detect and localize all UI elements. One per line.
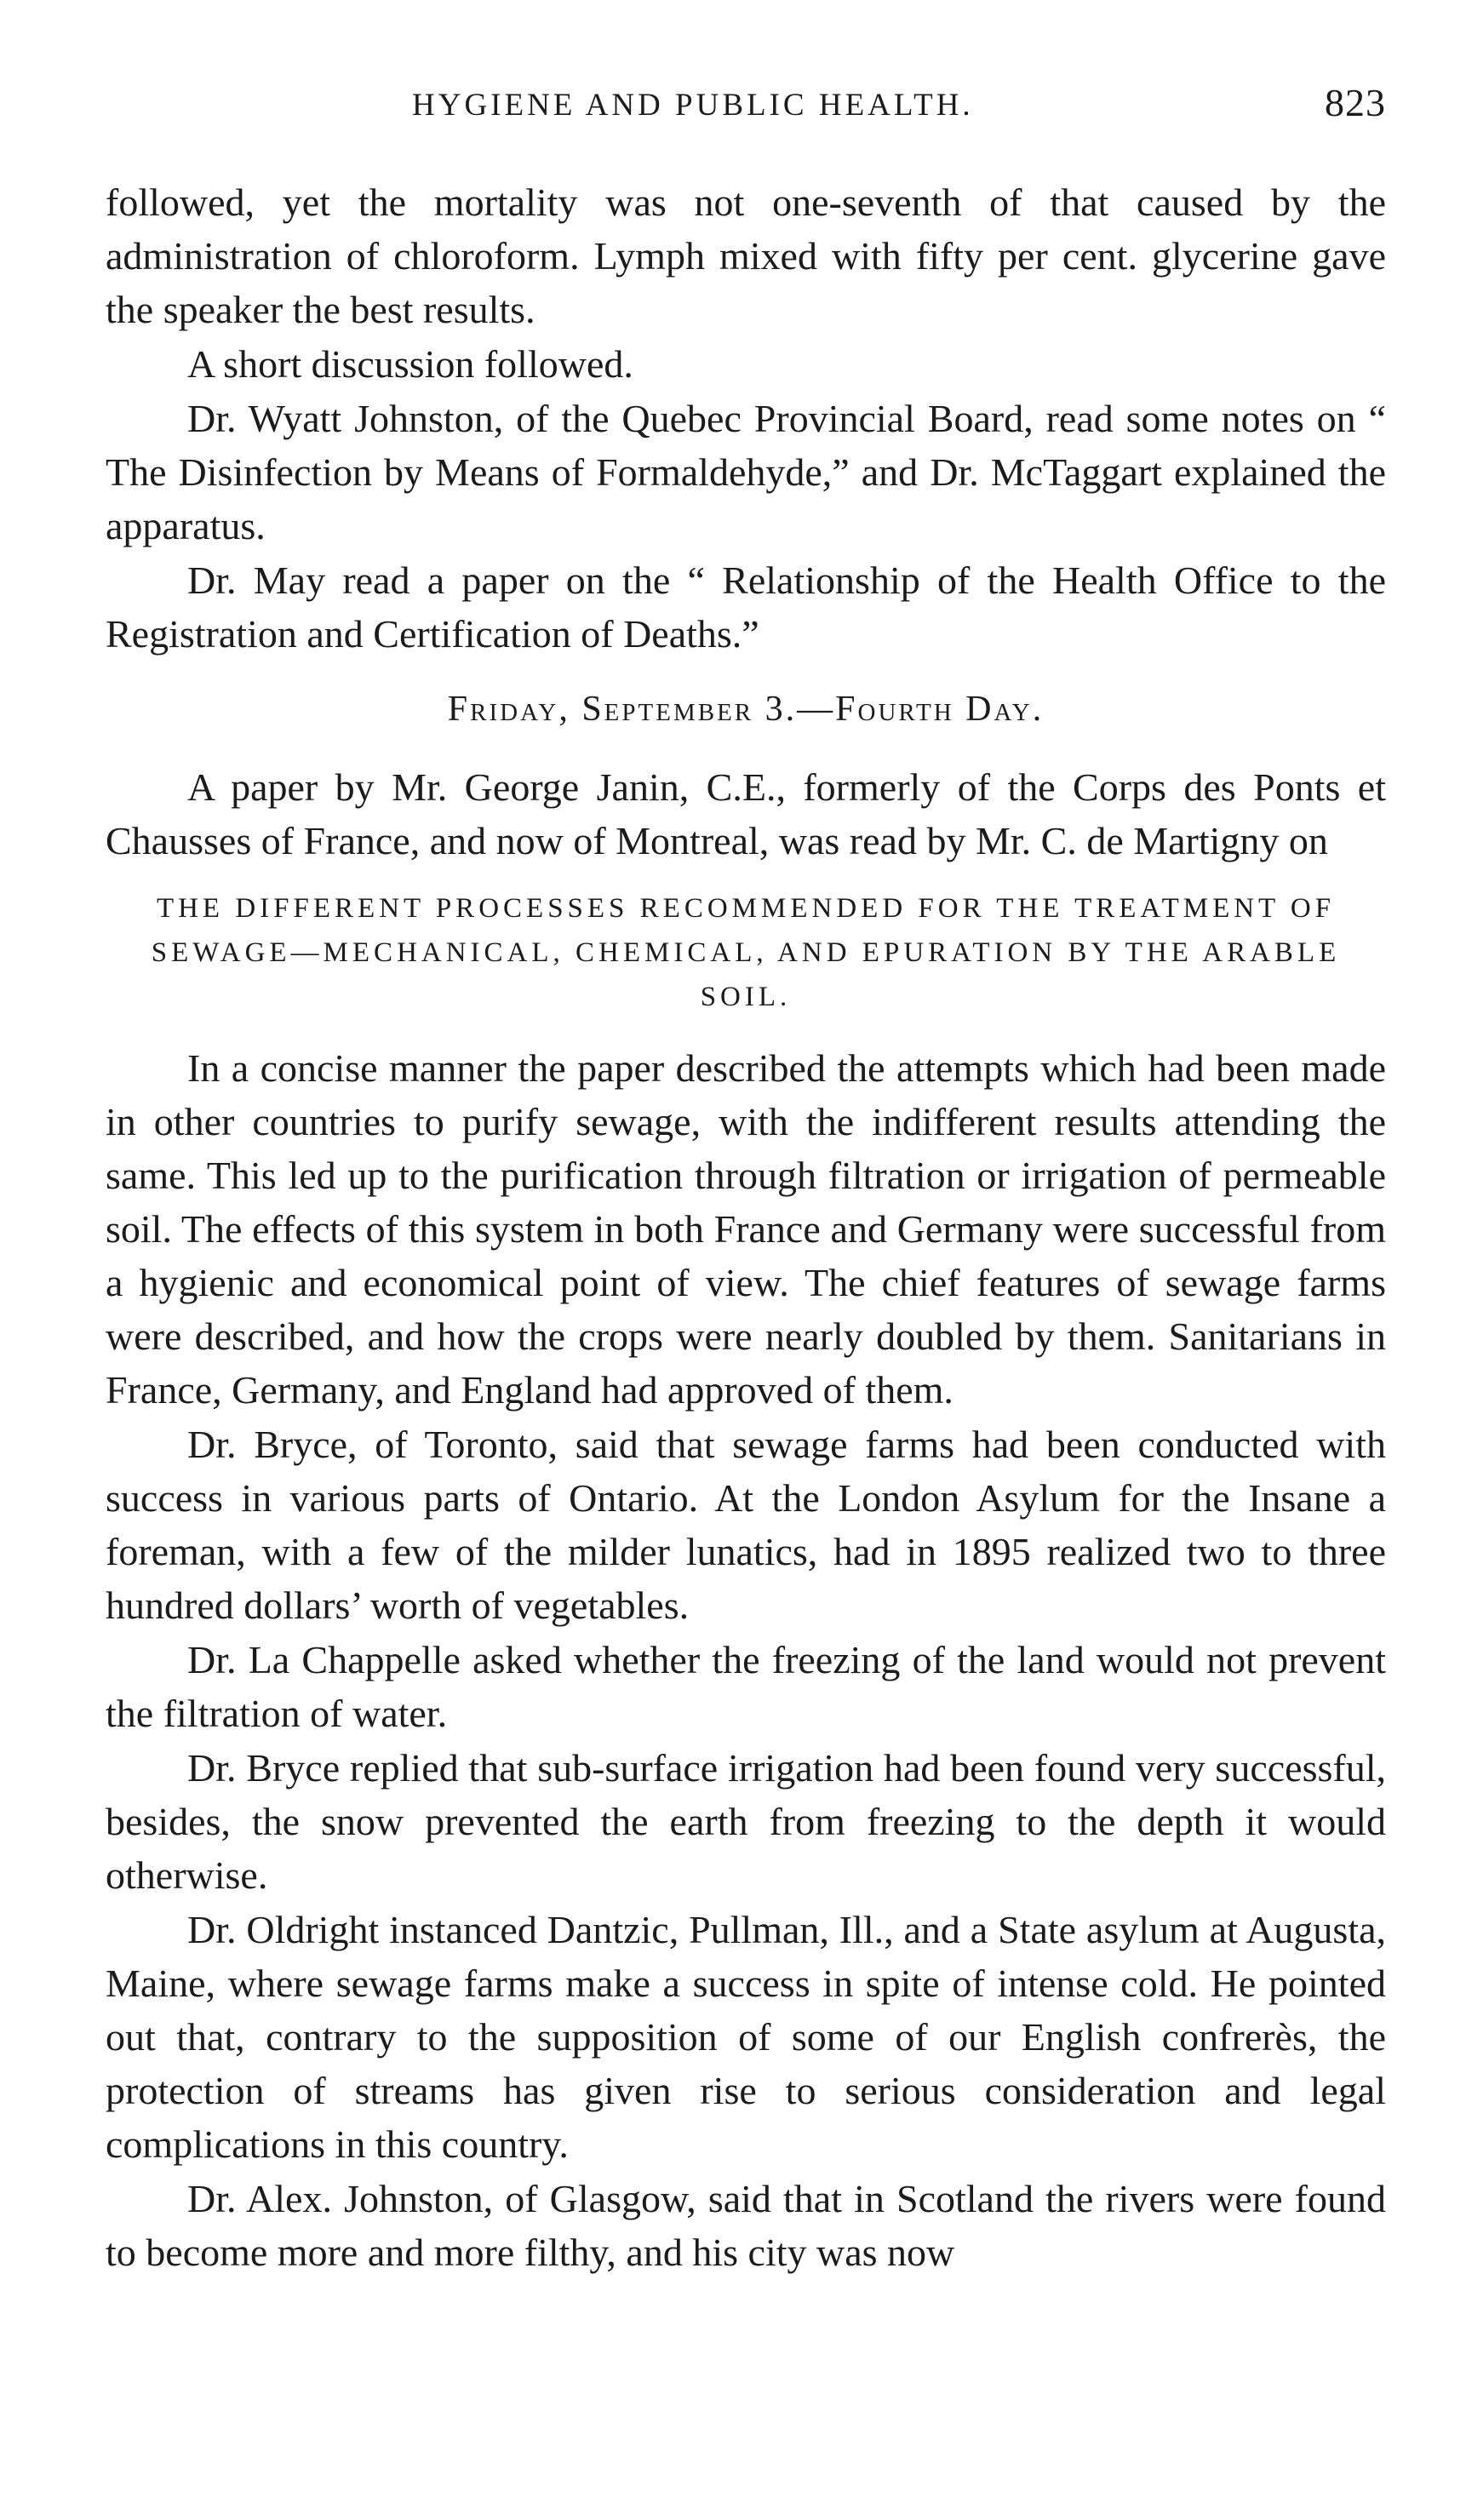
page-header	[106, 80, 1386, 131]
running-head: HYGIENE AND PUBLIC HEALTH.	[412, 88, 974, 123]
paragraph-continued: followed, yet the mortality was not one-seventh of that caused by the administration of chloroform. Lymph mixed with fifty per cent. glycerine gave the speaker the best results.	[106, 180, 1386, 331]
paragraph: Dr. May read a paper on the “ Relationship of the Health Office to the Registration and Certification of Deaths.”	[106, 558, 1386, 656]
paragraph: Dr. Bryce replied that sub-surface irrigation had been found very successful, besides, the snow prevented the earth from freezing to the depth it would otherwise.	[106, 1746, 1386, 1897]
body-text	[106, 175, 1386, 2279]
paragraph: Dr. Oldright instanced Dantzic, Pullman, Ill., and a State asylum at Augusta, Maine, where sewage farms make a success in spite of intense cold. He pointed out that, contrary to the supposition of some of our English confrerès, the protection of streams has given rise to serious consideration and legal complications in this country.	[106, 1908, 1386, 2166]
paper-title: THE DIFFERENT PROCESSES RECOMMENDED FOR THE TREATMENT OF SEWAGE—MECHANICAL, CHEMICAL, AND EPURATION BY THE ARABLE SOIL.	[151, 893, 1341, 1012]
paragraph: Dr. La Chappelle asked whether the freezing of the land would not prevent the filtration of water.	[106, 1638, 1386, 1735]
paragraph: Dr. Alex. Johnston, of Glasgow, said that in Scotland the rivers were found to become more and more filthy, and his city was now	[106, 2177, 1386, 2274]
paragraph: Dr. Bryce, of Toronto, said that sewage farms had been conducted with success in various parts of Ontario. At the London Asylum for the Insane a foreman, with a few of the milder lunatics, had in 1895 realized two to three hundred dollars’ worth of vegetables.	[106, 1423, 1386, 1627]
paragraph: A paper by Mr. George Janin, C.E., formerly of the Corps des Ponts et Chausses of France, and now of Montreal, was read by Mr. C. de Martigny on	[106, 765, 1386, 862]
paragraph: Dr. Wyatt Johnston, of the Quebec Provincial Board, read some notes on “ The Disinfection by Means of Formaldehyde,” and Dr. McTaggart explained the apparatus.	[106, 397, 1386, 547]
book-page	[106, 0, 1386, 2520]
paragraph: In a concise manner the paper described the attempts which had been made in other countries to purify sewage, with the indifferent results attending the same. This led up to the purification through filtration or irrigation of permeable soil. The effects of this system in both France and Germany were successful from a hygienic and economical point of view. The chief features of sewage farms were described, and how the crops were nearly doubled by them. Sanitarians in France, Germany, and England had approved of them.	[106, 1046, 1386, 1412]
paragraph: A short discussion followed.	[187, 342, 633, 386]
section-heading: Friday, September 3.—Fourth Day.	[447, 690, 1045, 729]
page-number: 823	[1325, 81, 1386, 124]
